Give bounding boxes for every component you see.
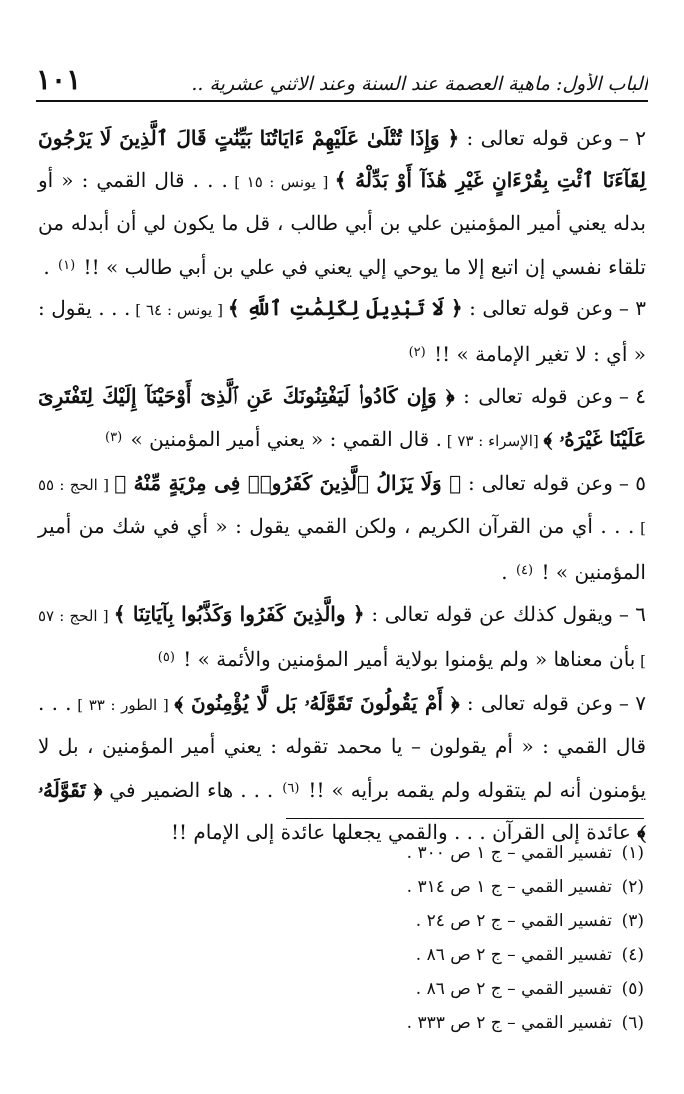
- quran-verse: ﴿ لَا تَبْدِيلَ لِكَلِمَٰتِ ٱللَّهِ ﴾: [227, 296, 463, 321]
- verse-reference: [ الطور : ٣٣ ]: [71, 695, 175, 714]
- footnote-text: تفسير القمي – ج ١ ص ٣١٤ .: [406, 877, 612, 897]
- footnote: [284, 938, 644, 972]
- chapter-title: الباب الأول: ماهية العصمة عند السنة وعند الاثني عشرية ..: [191, 73, 648, 96]
- footnote: [284, 1006, 644, 1040]
- quran-verse: ﴿ وَلَا يَزَالُ ٱلَّذِينَ كَفَرُوا۟ فِى مِرْيَةٍ مِّنْهُ ﴾: [114, 470, 462, 495]
- paragraph-text: وعن قوله تعالى :: [462, 296, 613, 321]
- paragraph: [38, 594, 646, 683]
- footnote-divider: [286, 818, 644, 819]
- footnote-number: (٢): [621, 877, 644, 897]
- quran-verse: ﴿ وَإِن كَادُوا۟ لَيَفْتِنُونَكَ عَنِ ٱلَّذِىٓ أَوْحَيْنَآ إِلَيْكَ لِتَفْتَرِىَ عَلَيْنَا غَيْرَهُۥ ﴾: [38, 383, 646, 452]
- footnote-number: (٤): [621, 945, 644, 965]
- footnote-number: (٥): [621, 979, 644, 999]
- footnote-text: تفسير القمي – ج ٢ ص ٣٣٣ .: [406, 1013, 612, 1033]
- paragraph-text: . . . أي من القرآن الكريم ، ولكن القمي يقول : « أي في شك من أمير المؤمنين » !: [38, 514, 646, 584]
- quran-verse: ﴿ تَقَوَّلَهُۥ ﴾: [38, 777, 646, 844]
- paragraph-text: وعن قوله تعالى :: [459, 690, 613, 715]
- footnote-text: تفسير القمي – ج ٢ ص ٨٦ .: [415, 945, 612, 965]
- footnote-marker: (٣): [105, 430, 123, 446]
- footnote-number: (١): [621, 843, 644, 863]
- paragraph: [38, 288, 646, 375]
- verse-reference: [الإسراء : ٧٣ ]: [441, 432, 544, 451]
- paragraph: [38, 118, 646, 288]
- paragraph: [38, 683, 646, 853]
- verse-reference: [ الحج : ٥٧ ]: [38, 606, 646, 671]
- paragraph-number: ٦ –: [618, 601, 646, 626]
- footnote-text: تفسير القمي – ج ٢ ص ٢٤ .: [415, 911, 612, 931]
- paragraph-number: ٧ –: [618, 690, 647, 715]
- footnote-marker: (٥): [157, 650, 175, 666]
- quran-verse: ﴿ وَإِذَا تُتْلَىٰ عَلَيْهِمْ ءَايَاتُنَا بَيِّنَٰتٍ قَالَ ٱلَّذِينَ لَا يَرْجُونَ لِقَآءَنَا ٱئْتِ بِقُرْءَانٍ غَيْرِ هَٰذَآ أَوْ بَدِّلْهُ ﴾: [38, 126, 647, 192]
- paragraph-text: .: [501, 559, 514, 584]
- footnote-marker: (١): [58, 257, 76, 273]
- footnote-number: (٣): [621, 911, 644, 931]
- footnote-text: تفسير القمي – ج ٢ ص ٨٦ .: [415, 979, 612, 999]
- quran-verse: ﴿ أَمْ يَقُولُونَ تَقَوَّلَهُۥ بَل لَّا يُؤْمِنُونَ ﴾: [174, 690, 460, 715]
- page-number: ١٠١: [36, 63, 82, 96]
- paragraph-text: . قال القمي : « يعني أمير المؤمنين »: [124, 427, 442, 452]
- paragraph: [38, 376, 646, 463]
- verse-reference: [ يونس : ١٥ ]: [227, 172, 335, 191]
- footnote: [284, 904, 644, 938]
- paragraph-number: ٤ –: [618, 383, 646, 408]
- footnote: [284, 836, 644, 870]
- footnote: [284, 972, 644, 1006]
- paragraph-text: . . . يقول : « أي : لا تغير الإمامة » !!: [38, 296, 646, 366]
- footnote-marker: (٤): [515, 562, 534, 578]
- paragraph-text: . . . قال القمي : « أو بدله يعني أمير المؤمنين علي بن أبي طالب ، قل ما يكون لي أن أبدله من تلقاء نفسي إن اتبع إلا ما يوحي إلي يعني في علي بن أبي طالب » !!: [38, 167, 646, 279]
- paragraph-number: ٥ –: [618, 470, 646, 495]
- verse-reference: [ يونس : ٦٤ ]: [130, 301, 228, 320]
- paragraph-text: وعن قوله تعالى :: [459, 126, 613, 150]
- paragraph-text: وعن قوله تعالى :: [454, 383, 613, 408]
- paragraph-text: وعن قوله تعالى :: [461, 470, 613, 495]
- footnote-marker: (٦): [282, 780, 300, 796]
- paragraph-number: ٢ –: [618, 126, 647, 150]
- footnote: [284, 870, 644, 904]
- footnote-number: (٦): [621, 1013, 644, 1033]
- paragraph-text: . . . هاء الضمير في: [102, 777, 281, 802]
- paragraph: [38, 463, 646, 594]
- header-divider: [36, 100, 648, 102]
- footnote-text: تفسير القمي – ج ١ ص ٣٠٠ .: [406, 843, 612, 863]
- paragraph-text: . . . قال القمي : « أم يقولون – يا محمد تقوله : يعني أمير المؤمنين ، بل لا يؤمنون أنه لم يتقوله ولم يقمه برأيه » !!: [38, 690, 647, 802]
- quran-verse: ﴿ والَّذِينَ كَفَرُوا وَكَذَّبُوا بِآيَاتِنَا ﴾: [113, 601, 365, 626]
- paragraph-number: ٣ –: [618, 296, 647, 321]
- paragraph-text: بأن معناها « ولم يؤمنوا بولاية أمير المؤمنين والأئمة » !: [176, 647, 636, 672]
- main-text: [38, 118, 646, 853]
- footnotes-list: [284, 836, 644, 1040]
- paragraph-text: عائدة إلى القرآن . . . والقمي يجعلها عائدة إلى الإمام !!: [170, 819, 638, 844]
- footnote-marker: (٢): [408, 344, 426, 360]
- paragraph-text: ويقول كذلك عن قوله تعالى :: [364, 601, 613, 626]
- paragraph-text: .: [43, 254, 57, 279]
- verse-reference: [ الحج : ٥٥ ]: [38, 475, 647, 538]
- page-header: [36, 52, 648, 98]
